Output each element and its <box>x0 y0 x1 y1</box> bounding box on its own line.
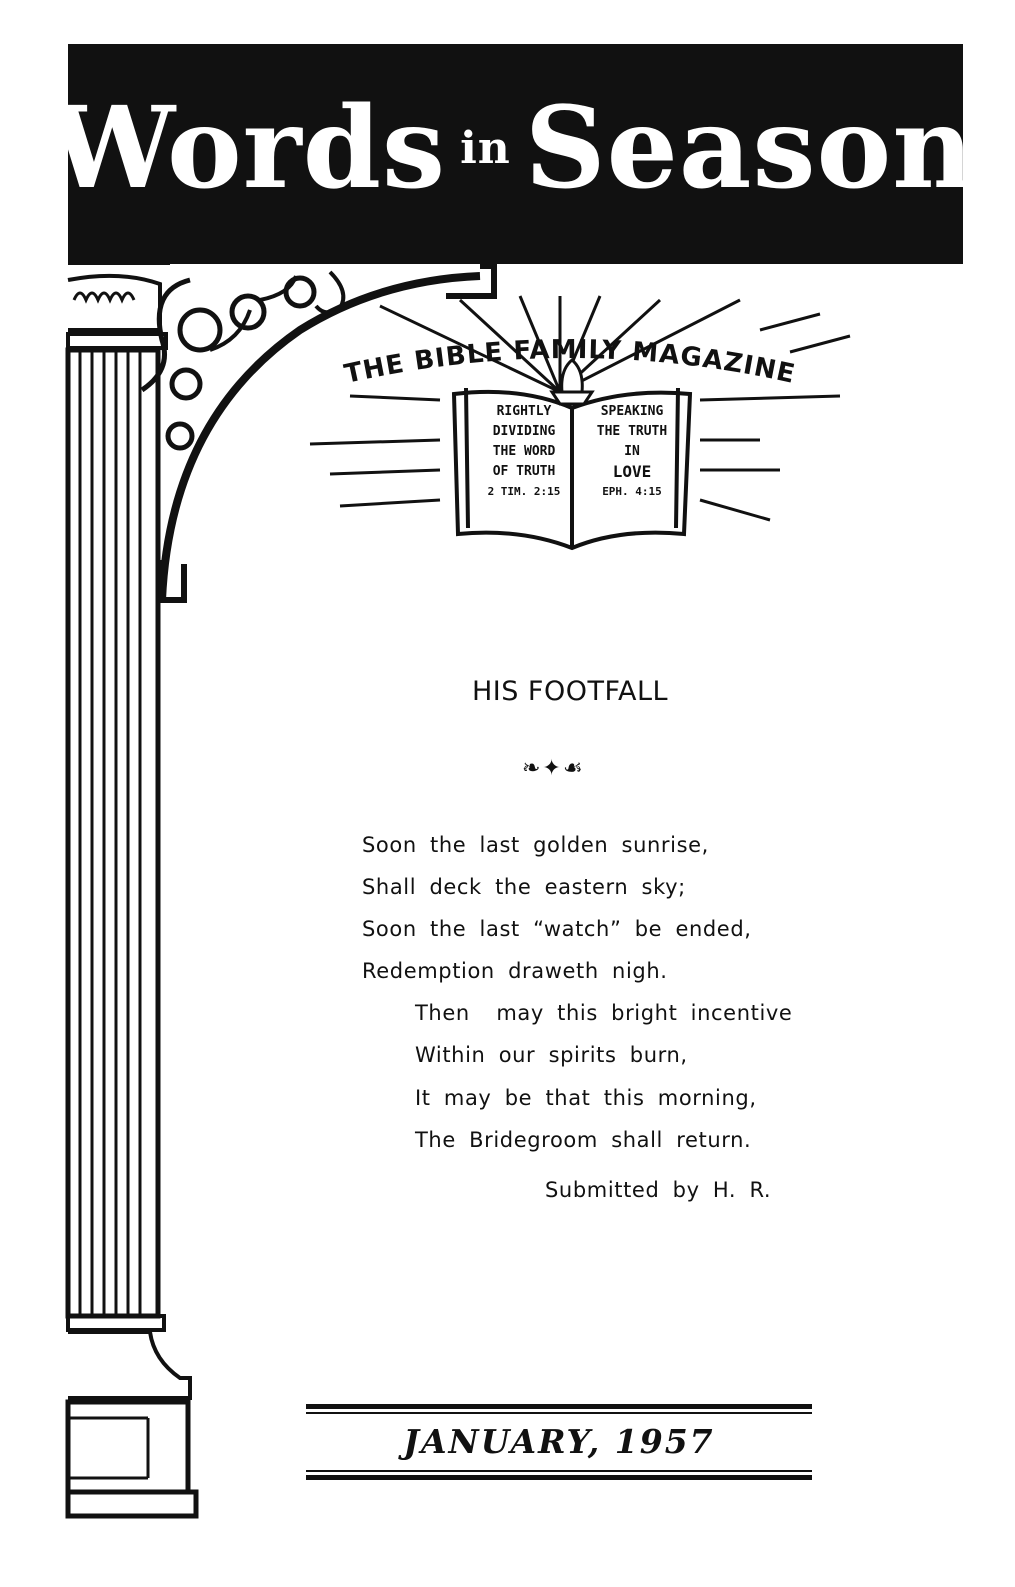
masthead-title-words: Words <box>49 82 447 214</box>
book-left-line: 2 TIM. 2:15 <box>487 485 561 498</box>
subtitle-text: THE BIBLE FAMILY MAGAZINE <box>341 334 799 390</box>
book-left-line: RIGHTLY <box>496 404 552 419</box>
masthead-title <box>49 58 975 238</box>
book-left-line: OF TRUTH <box>492 464 556 479</box>
poem-line: Redemption draweth nigh. <box>362 959 668 983</box>
poem-title: HIS FOOTFALL <box>471 676 669 707</box>
issue-date: JANUARY, 1957 <box>403 1422 715 1461</box>
book-left-line: THE WORD <box>492 444 556 459</box>
svg-text:THE BIBLE FAMILY MAGAZINE <box>342 335 798 390</box>
poem-line: Soon the last golden sunrise, <box>362 833 709 857</box>
poem-line: Shall deck the eastern sky; <box>362 875 686 899</box>
book-right-line: SPEAKING <box>600 404 664 419</box>
ornament-divider-icon: ❧✦☙ <box>522 756 585 781</box>
poem-attribution: Submitted by H. R. <box>545 1178 772 1202</box>
poem-line: Soon the last “watch” be ended, <box>362 917 752 941</box>
poem-line: The Bridegroom shall return. <box>415 1128 752 1152</box>
masthead-title-season: Season <box>524 82 975 214</box>
poem-line: Within our spirits burn, <box>415 1043 688 1067</box>
book-left-line: DIVIDING <box>492 424 556 439</box>
book-left-page <box>478 402 570 502</box>
book-right-line: IN <box>624 444 640 459</box>
poem-line: It may be that this morning, <box>415 1086 757 1110</box>
book-right-line: THE TRUTH <box>596 424 668 439</box>
book-right-page <box>584 402 680 502</box>
book-right-line: LOVE <box>612 462 652 481</box>
masthead-title-in: in <box>460 122 511 174</box>
masthead-subtitle <box>300 330 840 400</box>
book-right-line: EPH. 4:15 <box>602 485 662 498</box>
poem-line: Then may this bright incentive <box>415 1001 793 1025</box>
